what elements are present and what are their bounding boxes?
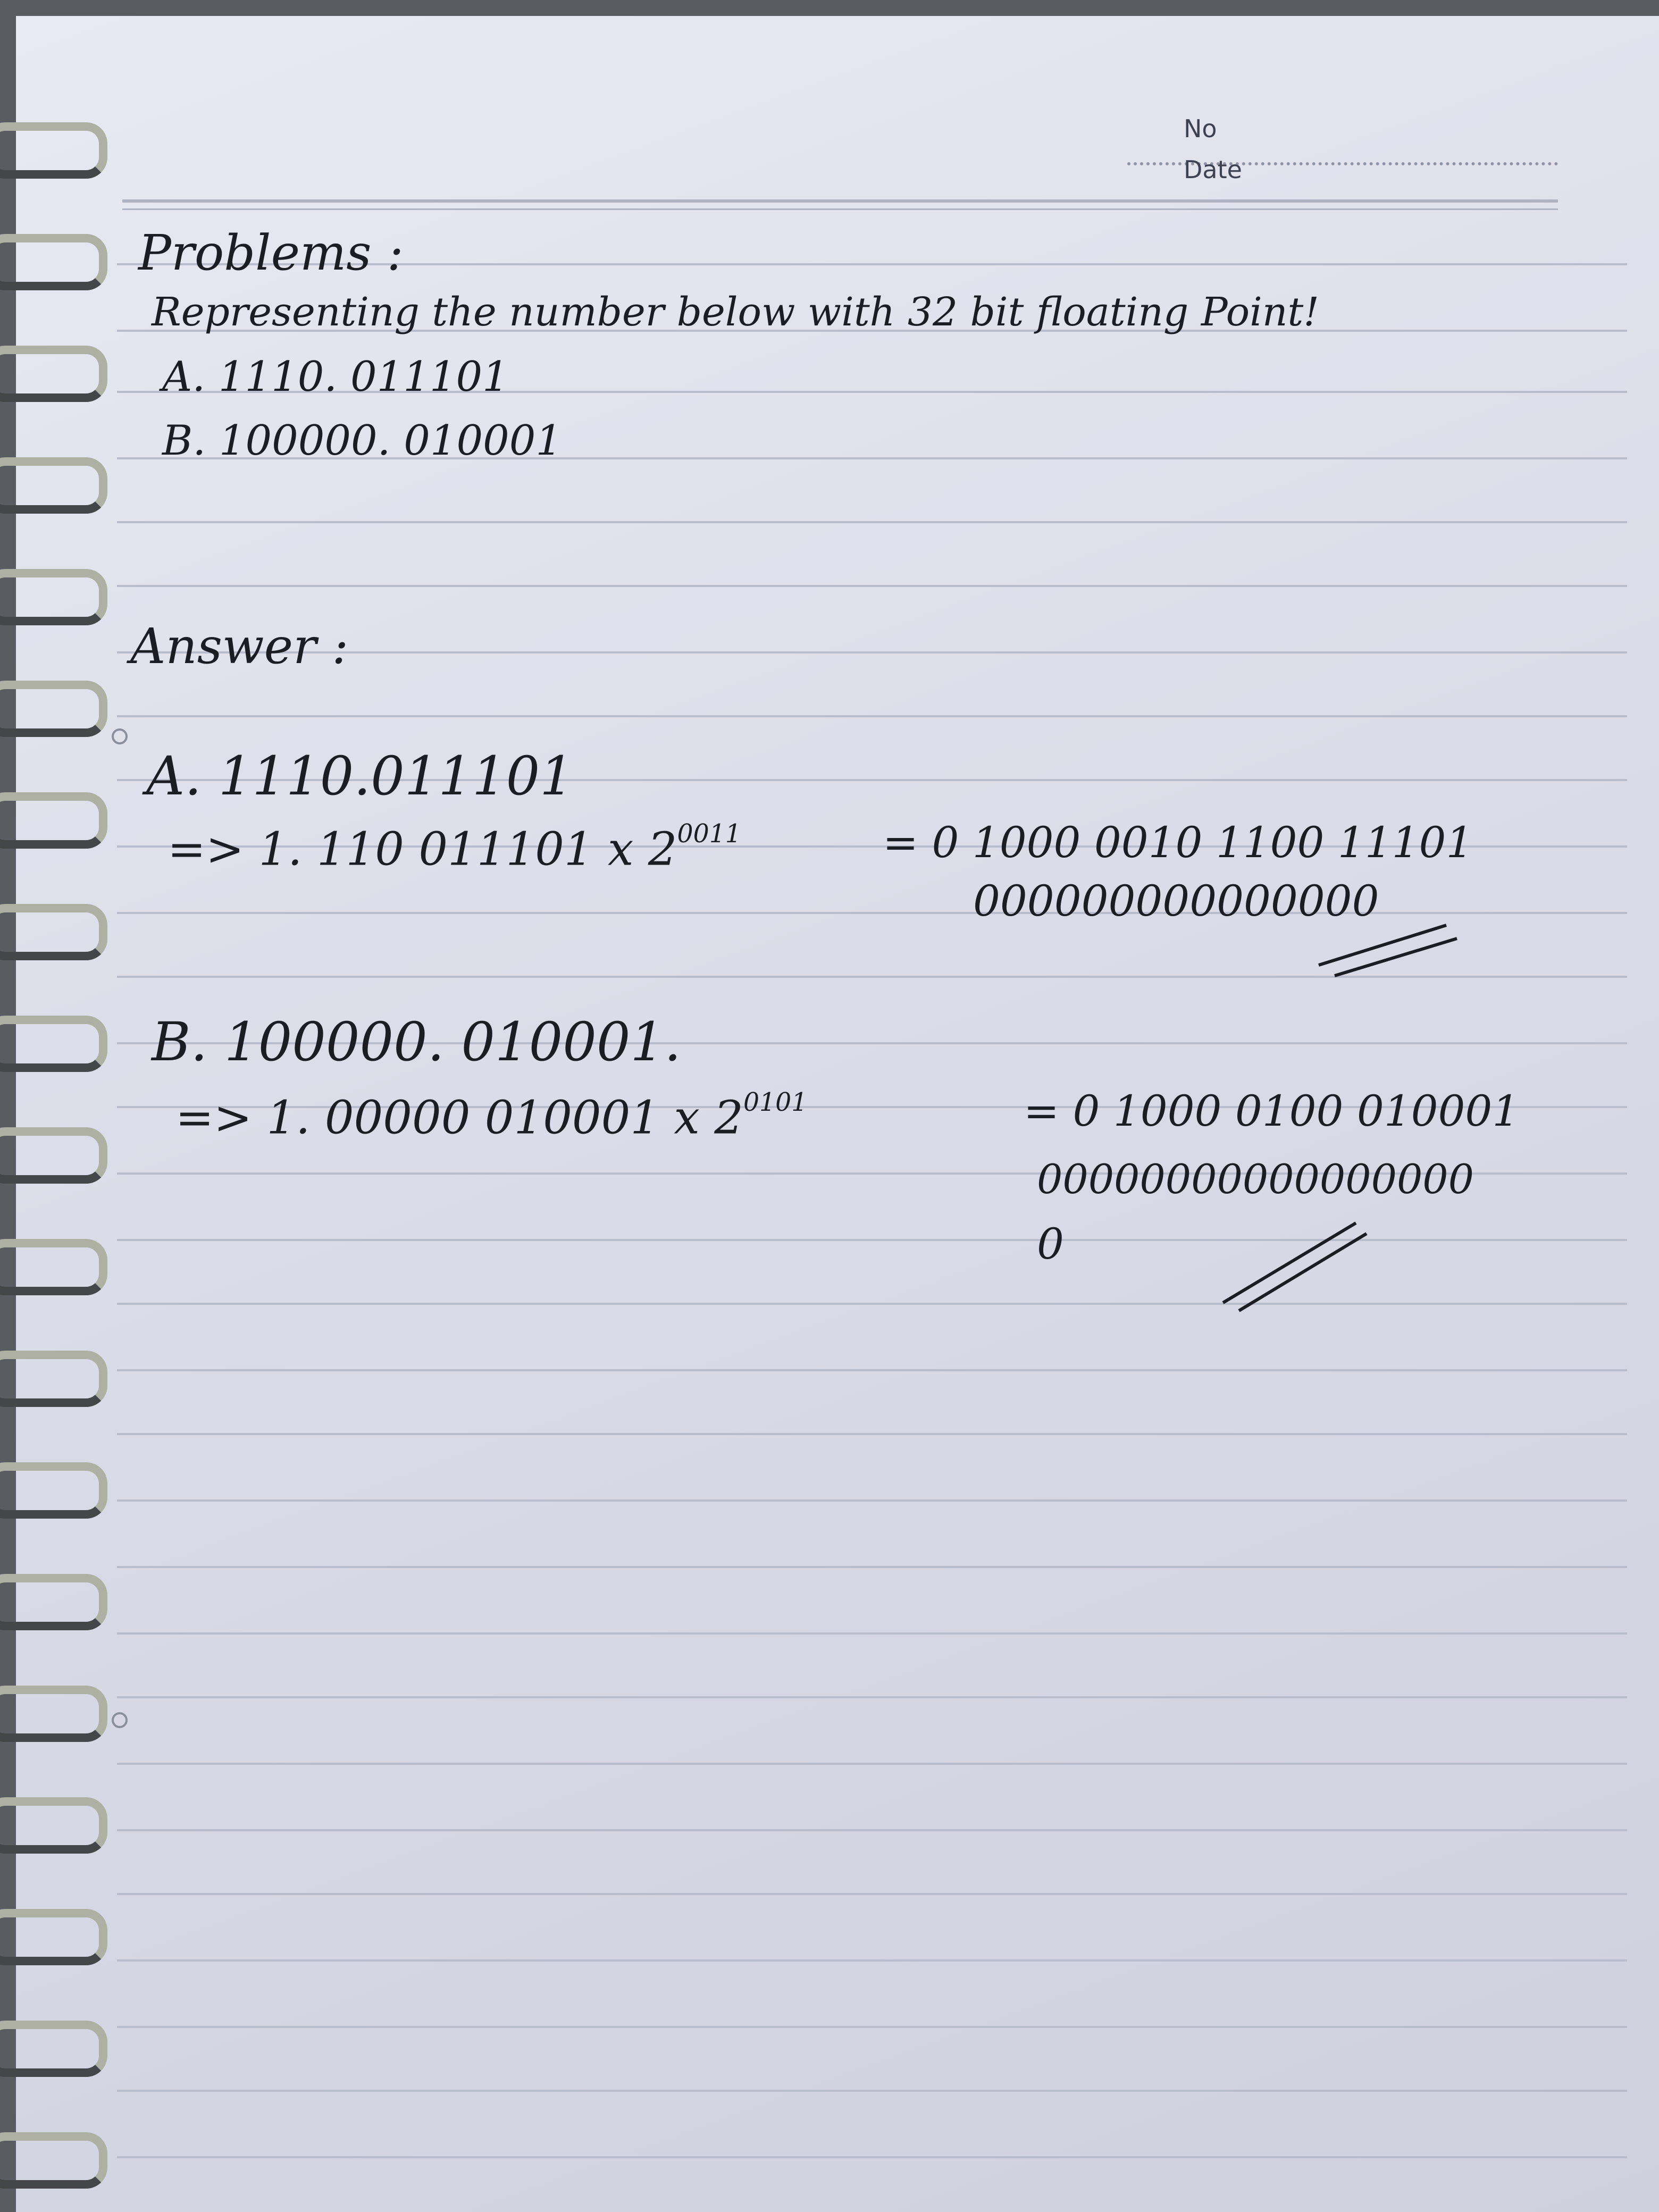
- answer-b-mantissa: => 1. 00000 010001 x 2: [175, 1091, 743, 1145]
- answer-b-result-line3: 0: [1037, 1219, 1064, 1269]
- header-divider: [122, 208, 1558, 210]
- problem-item-a: A. 1110. 011101: [162, 353, 509, 401]
- answer-a-mantissa: => 1. 110 011101 x 2: [167, 823, 677, 876]
- header-divider: [122, 199, 1558, 203]
- header-no-label: No: [1184, 114, 1217, 143]
- notebook-page: [16, 16, 1659, 2212]
- problem-item-b: B. 100000. 010001: [162, 417, 563, 465]
- end-mark-stroke: [1223, 1223, 1356, 1303]
- problems-instruction: Representing the number below with 32 bit floating Point!: [152, 289, 1319, 335]
- end-mark-stroke: [1239, 1234, 1367, 1311]
- end-mark-a: [1313, 920, 1462, 984]
- end-mark-stroke: [1319, 925, 1446, 965]
- spiral-binding: [0, 0, 101, 2212]
- answer-a-work: [167, 819, 741, 876]
- answer-b-work: [175, 1088, 808, 1145]
- answer-b-result-line2: 00000000000000000: [1037, 1155, 1474, 1203]
- header-date-label: Date: [1184, 155, 1242, 184]
- end-mark-stroke: [1335, 939, 1457, 976]
- end-mark-b: [1218, 1212, 1377, 1319]
- answer-a-result-line2: 000000000000000: [973, 876, 1379, 926]
- problems-heading: Problems :: [138, 224, 404, 281]
- answer-heading: Answer :: [130, 618, 349, 675]
- answer-b-number: B. 100000. 010001.: [152, 1011, 681, 1073]
- hole-mark: [112, 1712, 128, 1728]
- answer-a-result-line1: = 0 1000 0010 1100 11101: [883, 818, 1473, 867]
- answer-b-result-line1: = 0 1000 0100 010001: [1024, 1086, 1520, 1136]
- answer-a-exponent: 0011: [677, 819, 741, 849]
- answer-a-number: A. 1110.011101: [146, 745, 574, 807]
- hole-mark: [112, 728, 128, 744]
- answer-b-exponent: 0101: [743, 1088, 808, 1117]
